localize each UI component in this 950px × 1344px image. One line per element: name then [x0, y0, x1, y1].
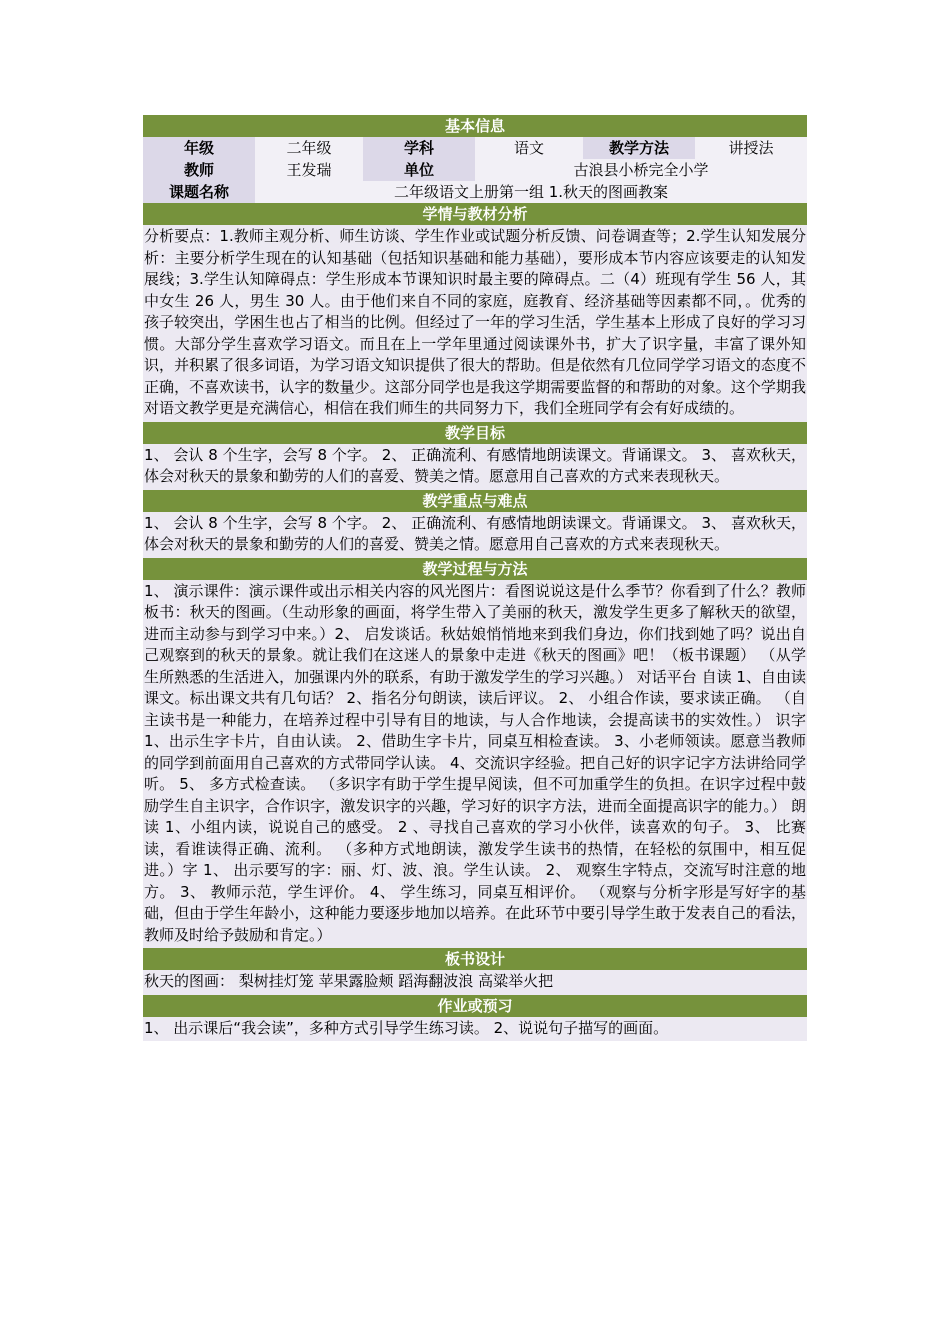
analysis-text: 分析要点：1.教师主观分析、师生访谈、学生作业或试题分析反馈、问卷调查等；2.学生认知发展分析：主要分析学生现在的认知基础（包括知识基础和能力基础），要形成本节内容应该要走的认知发展线；3.学生认知障碍点：学生形成本节课知识时最主要的障碍点。二（4）班现有学生 56 人，其中女生 26 人，男生 30 人。由于他们来自不同的家庭，庭教育、经济基础等因素都不同，。优秀的孩子较突出，学困生也占了相当的比例。但经过了一年的学习生活，学生基本上形成了良好的学习习惯。大部分学生喜欢学习语文。而且在上一学年里通过阅读课外书，扩大了识字量，丰富了课外知识，并积累了很多词语，为学习语文知识提供了很大的帮助。但是依然有几位同学学习语文的态度不正确，不喜欢读书，认字的数量少。这部分同学也是我这学期需要监督的和帮助的对象。这个学期我对语文教学更是充满信心，相信在我们师生的共同努力下，我们全班同学有会有好成绩的。 [143, 225, 807, 422]
board-design-header: 板书设计 [143, 948, 807, 970]
grade-row [143, 137, 807, 159]
key-points-header: 教学重点与难点 [143, 490, 807, 512]
subject-value: 语文 [475, 137, 583, 159]
method-value: 讲授法 [695, 137, 807, 159]
method-label: 教学方法 [583, 137, 695, 159]
lesson-plan-table [143, 115, 807, 1041]
basic-info-header: 基本信息 [143, 115, 807, 137]
key-points-text: 1、 会认 8 个生字，会写 8 个字。 2、 正确流利、有感情地朗读课文。背诵课文。 3、 喜欢秋天，体会对秋天的景象和勤劳的人们的喜爱、赞美之情。愿意用自己喜欢的方式来表现秋天。 [143, 512, 807, 558]
objectives-text: 1、 会认 8 个生字，会写 8 个字。 2、 正确流利、有感情地朗读课文。背诵课文。 3、 喜欢秋天，体会对秋天的景象和勤劳的人们的喜爱、赞美之情。愿意用自己喜欢的方式来表现秋天。 [143, 444, 807, 490]
subject-label: 学科 [363, 137, 475, 159]
analysis-header: 学情与教材分析 [143, 203, 807, 225]
teacher-value: 王发瑞 [255, 159, 363, 181]
process-text: 1、 演示课件：演示课件或出示相关内容的风光图片：看图说说这是什么季节？你看到了什么？教师板书：秋天的图画。（生动形象的画面，将学生带入了美丽的秋天，激发学生更多了解秋天的欲望，进而主动参与到学习中来。）2、 启发谈话。秋姑娘悄悄地来到我们身边，你们找到她了吗？说出自己观察到的秋天的景象。就让我们在这迷人的景象中走进《秋天的图画》吧！（板书课题） （从学生所熟悉的生活进入，加强课内外的联系，有助于激发学生的学习兴趣。） 对话平台 自读 1、自由读课文。标出课文共有几句话？ 2、指名分句朗读，读后评议。 2、 小组合作读，要求读正确。 （自主读书是一种能力，在培养过程中引导有目的地读，与人合作地读，会提高读书的实效性。） 识字 1、出示生字卡片，自由认读。 2、借助生字卡片，同桌互相检查读。 3、小老师领读。愿意当教师的同学到前面用自己喜欢的方式带同学认读。 4、交流识字经验。把自己好的识字记字方法讲给同学听。 5、 多方式检查读。 （多识字有助于学生提早阅读，但不可加重学生的负担。在识字过程中鼓励学生自主识字，合作识字，激发识字的兴趣，学习好的识字方法，进而全面提高识字的能力。） 朗读 1、小组内读，说说自己的感受。 2 、寻找自己喜欢的学习小伙伴，读喜欢的句子。 3、 比赛读，看谁读得正确、流利。 （多种方式地朗读，激发学生读书的热情，在轻松的氛围中，相互促进。）字 1、 出示要写的字：丽、灯、波、浪。学生认读。 2、 观察生字特点，交流写时注意的地方。 3、 教师示范，学生评价。 4、 学生练习，同桌互相评价。 （观察与分析字形是写好字的基础，但由于学生年龄小，这种能力要逐步地加以培养。在此环节中要引导学生敢于发表自己的看法，教师及时给予鼓励和肯定。） [143, 580, 807, 949]
process-header: 教学过程与方法 [143, 558, 807, 580]
teacher-row [143, 159, 807, 181]
topic-label: 课题名称 [143, 181, 255, 203]
objectives-header: 教学目标 [143, 422, 807, 444]
topic-value: 二年级语文上册第一组 1.秋天的图画教案 [255, 181, 807, 203]
homework-text: 1、 出示课后“我会读”，多种方式引导学生练习读。 2、说说句子描写的画面。 [143, 1017, 807, 1042]
teacher-label: 教师 [143, 159, 255, 181]
unit-value: 古浪县小桥完全小学 [475, 159, 807, 181]
unit-label: 单位 [363, 159, 475, 181]
board-design-text: 秋天的图画： 梨树挂灯笼 苹果露脸颊 蹈海翻波浪 高粱举火把 [143, 970, 807, 995]
topic-row [143, 181, 807, 203]
grade-label: 年级 [143, 137, 255, 159]
grade-value: 二年级 [255, 137, 363, 159]
homework-header: 作业或预习 [143, 995, 807, 1017]
